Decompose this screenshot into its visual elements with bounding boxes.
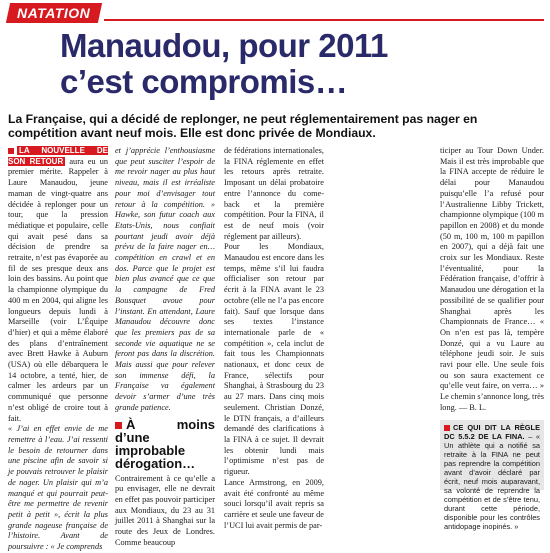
body-text: Contrairement à ce qu’elle a pu envisager, elle ne devrait en effet pas pouvoir participer aux Mondiaux, du 23 au 31 juillet 2011 à Shanghai sur la route des Jeux de Londres. Comme beaucoup <box>115 473 215 547</box>
rule-box-text: – « Un athlète qui a notifié sa retraite à la FINA ne peut pas reprendre la compétition avant d’avoir déclaré par écrit, neuf mois auparavant, sa volonté de reprendre la compétition et de s’être tenu, durant cette période, disponible pour les contrôles antidopage inopinés. » <box>444 431 540 531</box>
headline <box>60 28 530 100</box>
body-text: Lance Armstrong, en 2009, avait été confronté au même souci lorsqu’il avait repris sa carrière et seule une faveur de l’UCI lui avait permis de par- <box>224 477 324 530</box>
column-4 <box>440 146 544 531</box>
rule-box <box>440 420 544 531</box>
headline-line-2: c’est compromis… <box>60 63 348 100</box>
body-text: Pour les Mondiaux, Manaudou est encore dans les temps, même s’il lui faudra officialiser son retour par écrit à la FINA avant le 23 octobre (elle ne l’a pas encore fait). Sauf que lorsque dans ses textes l’instance internationale parle de « compétition », cela inclut de fait tous les Championnats nationaux, et donc ceux de France, sélectifs pour Shanghai, à Strasbourg du 23 au 27 mars. Dans cinq mois seulement. Christian Donzé, le DTN français, a d’ailleurs demandé des clarifications à la FINA à ce sujet. Il devrait les obtenir lundi mais l’optimisme n’est pas de rigueur. <box>224 242 324 477</box>
subheading <box>115 418 215 470</box>
column-1-intro <box>8 146 108 424</box>
rule-box-label: CE QUI DIT LA RÈGLE DC 5.5.2 DE LA FINA. <box>444 422 540 441</box>
column-2 <box>115 146 215 547</box>
body-text: et j’apprécie l’enthousiasme que peut susciter l’espoir de me revoir nager au plus haut niveau, mais il est irréaliste pour moi d’envisager tout retour à la compétition. » Hawke, son futur coach aux Etats-Unis, nous confiait pourtant jeudi avoir déjà prévu de la faire nager en… compétition en crawl et en dos. Parce que le projet est bien plus avancé que ce que la campagne de Fred Bousquet avoue pour l’instant. En attendant, Laure Manaudou découvre donc que les premiers pas de sa seconde vie aquatique ne se feront pas dans la discrétion. Mais aussi que pour relever son immense défi, la Française va également devoir s’armer d’une très grande patience. <box>115 146 215 412</box>
square-bullet-icon <box>8 148 14 154</box>
square-bullet-icon <box>115 422 122 429</box>
section-rule <box>104 19 544 21</box>
section-header <box>0 3 550 23</box>
intro-label: LA NOUVELLE DE SON RETOUR <box>8 146 108 166</box>
column-3 <box>224 146 324 530</box>
section-tag-label: NATATION <box>17 5 91 21</box>
body-text: ticiper au Tour Down Under. Mais il est très improbable que la FINA accepte de réduire le délai pour Manaudou puisqu’elle l’a refusé pour l’Australienne Libby Trickett, championne olympique (100 m papillon en 2008) et du monde (50 m, 100 m, 100 m papillon en 2007), qui a déjà fait une croix sur les Mondiaux. Reste l’éventualité, pour la Fédération française, d’offrir à Manaudou une dérogation et la possibilité de se qualifier pour Shanghai après les Championnats de France… « On n’en est pas là, tempère Donzé, qui a vu Laure au téléphone jeudi soir. Je suis ravi pour elle. Une seule fois ou son saura exactement ce qu’elle veut faire, on verra… » Le chemin s’annonce long, très long. — B. L. <box>440 146 544 412</box>
subheading-text: À moins d’une improbable dérogation… <box>115 416 215 471</box>
section-tag <box>6 3 102 23</box>
square-bullet-icon <box>444 425 450 431</box>
body-text: aura eu un premier mérite. Rappeler à Laure Manaudou, jeune maman de vingt-quatre ans décidée à replonger pour un tour, que la pression médiatique et populaire, celle qui avait pesé dans sa décision de prendre sa retraite, n’est pas évaporée au fil de ses presque deux ans loin des bassins. Au point que la championne olympique du 400 m en 2004, qui aligne les longueurs depuis lundi à Marseille (voir L’Équipe d’hier) et qui a même élaboré des plans d’entraînement avec Brett Hawke à Auburn (USA) où elle débarquera le 14 octobre, a tenté, hier, de calmer les ardeurs par un communiqué que personne n’est obligé de croire tout à fait. <box>8 156 108 423</box>
body-text: de fédérations internationales, la FINA réglemente en effet les retours après retraite. Imposant un délai probatoire entre l’annonce du come-back et la première compétition. Pour la FINA, il est de neuf mois (voir réglement par ailleurs). <box>224 146 324 241</box>
quote-paragraph: « J’ai en effet envie de me remettre à l’eau. J’ai ressenti le besoin de retourner dans une piscine afin de savoir si je pouvais retrouver le plaisir de nager. Un plaisir qui m’a manqué et qui pourrait peut-être me permettre de revenir petit à petit », écrit la plus grande nageuse française de l’histoire. Avant de poursuivre : « Je comprends <box>8 424 108 552</box>
lead-paragraph: La Française, qui a décidé de replonger, ne peut réglementairement pas nager en compétition avant neuf mois. Elle est donc privée de Mondiaux. <box>8 112 478 140</box>
headline-line-1: Manaudou, pour 2011 <box>60 27 388 64</box>
column-1 <box>8 146 108 552</box>
